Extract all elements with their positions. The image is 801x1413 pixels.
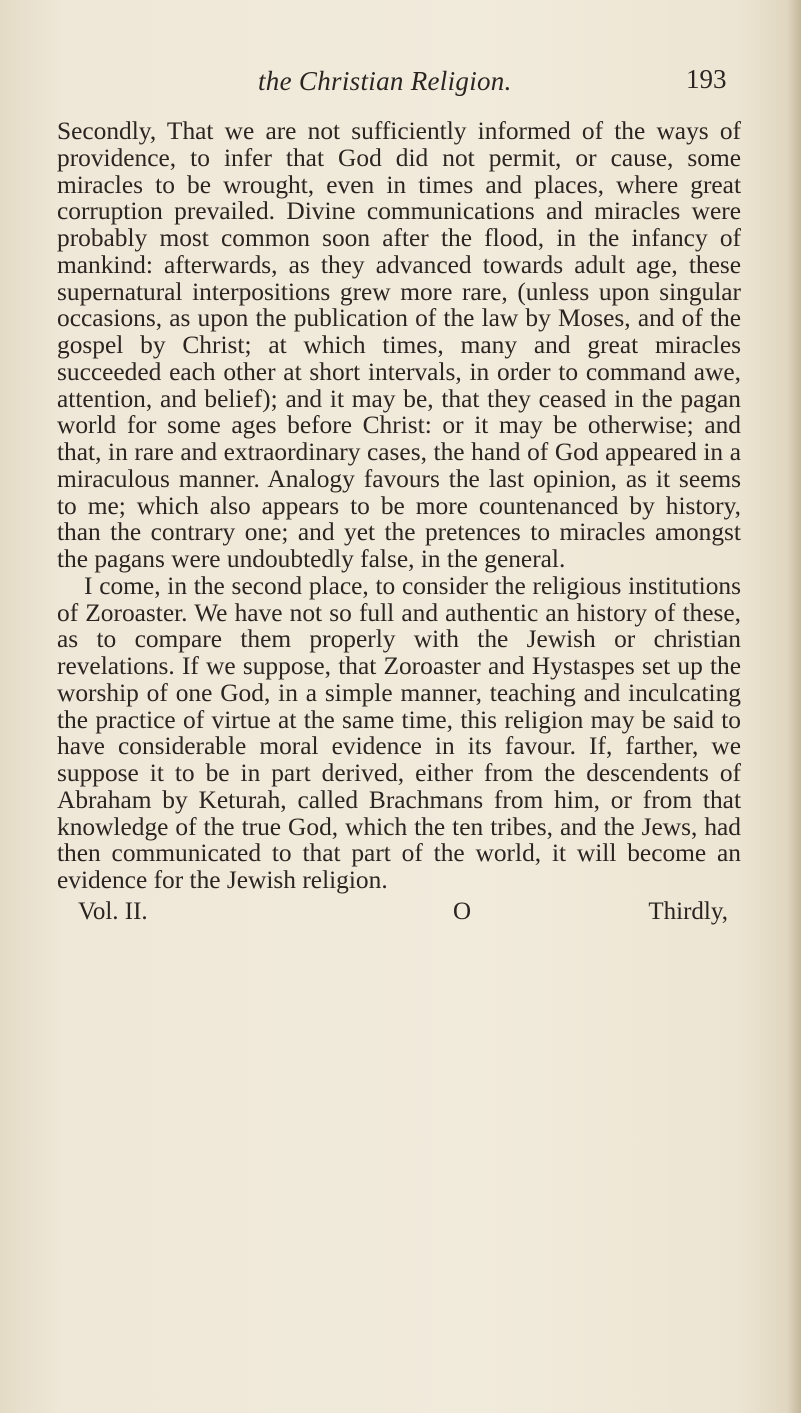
sheet-mark: O [453,898,472,925]
volume-signature: Vol. II. [78,898,148,925]
catchword: Thirdly, [648,898,728,925]
page-number: 193 [686,64,727,94]
page-footer [78,898,728,930]
page-edge-shadow [787,0,801,1413]
paragraph-1: Secondly, That we are not sufficiently informed of the ways of providence, to infer that God did not permit, or cause, some miracles to be wrought, even in times and places, where great corruption prevailed. Divine communications and miracles were probably most common soon after the flood, in the infancy of mankind: afterwards, as they advanced towards adult age, these supernatural interpositions grew more rare, (unless upon singular occasions, as upon the publication of the law by Moses, and of the gospel by Christ; at which times, many and great miracles succeeded each other at short intervals, in order to command awe, attention, and belief); and it may be, that they ceased in the pagan world for some ages before Christ: or it may be otherwise; and that, in rare and extraordinary cases, the hand of God appeared in a miraculous manner. Analogy favours the last opinion, as it seems to me; which also appears to be more countenanced by history, than the contrary one; and yet the pretences to miracles amongst the pagans were undoubtedly false, in the general. [57,117,741,573]
body-text [57,118,741,894]
paragraph-2: I come, in the second place, to consider the religious institutions of Zoroaster. We have not so full and authentic an history of these, as to compare them properly with the Jewish or christian revelations. If we suppose, that Zoroaster and Hystaspes set up the worship of one God, in a simple manner, teaching and inculcating the practice of virtue at the same time, this religion may be said to have considerable moral evidence in its favour. If, farther, we suppose it to be in part derived, either from the descendents of Abraham by Keturah, called Brachmans from him, or from that knowledge of the true God, which the ten tribes, and the Jews, had then communicated to that part of the world, it will become an evidence for the Jewish religion. [57,571,741,894]
running-title: the Christian Religion. [258,66,512,96]
page-header [0,62,801,102]
